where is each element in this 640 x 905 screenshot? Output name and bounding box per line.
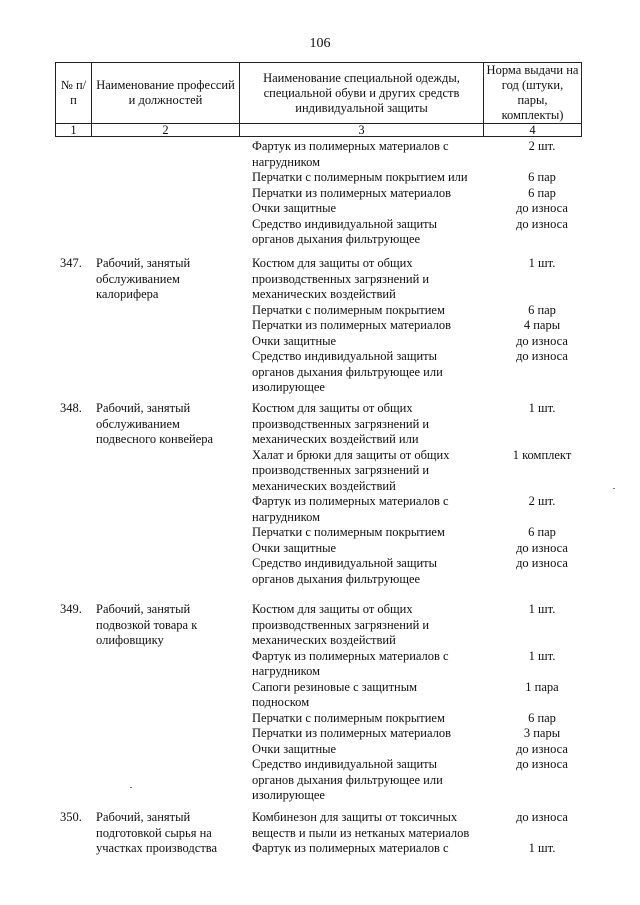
profession-line: Рабочий, занятый [96, 810, 191, 824]
norm-value: до износа [516, 349, 568, 363]
norm-value: 1 шт. [528, 401, 556, 415]
equipment-item-line: веществ и пыли из нетканых материалов [252, 825, 470, 840]
equipment-item-line: Средство индивидуальной защиты [252, 556, 438, 570]
equipment-item-line: Средство индивидуальной защиты [252, 757, 438, 771]
equipment-item-line: органов дыхания фильтрующее [252, 571, 421, 586]
equipment-item-line: Костюм для защиты от общих [252, 602, 413, 616]
header-col-equipment: Наименование специальной одежды, специальной обуви и других средств индивидуальной защиты [240, 63, 484, 124]
row-number: 347. [60, 256, 82, 270]
profession-line: обслуживанием [96, 416, 180, 431]
norm-value: до износа [516, 556, 568, 570]
table-header [55, 62, 582, 137]
equipment-item-line: Перчатки с полимерным покрытием или [252, 170, 468, 184]
header-num-4: 4 [484, 124, 582, 137]
page-number: 106 [309, 36, 331, 51]
profession-line: подвесного конвейера [96, 432, 214, 446]
equipment-item-line: механических воздействий [252, 287, 396, 301]
norm-value: 1 шт. [528, 256, 556, 270]
equipment-item-line: органов дыхания фильтрующее [252, 232, 421, 246]
equipment-item-line: Фартук из полимерных материалов с [252, 648, 449, 663]
equipment-item-line: Очки защитные [252, 741, 337, 756]
norm-value: до износа [516, 810, 568, 824]
scan-speck [613, 488, 615, 489]
norm-value: 4 пары [523, 318, 561, 332]
equipment-item-line: производственных загрязнений и [252, 617, 430, 632]
equipment-item-line: нагрудником [252, 664, 321, 678]
equipment-item-line: Очки защитные [252, 333, 337, 348]
norm-value: 6 пар [528, 302, 556, 317]
equipment-item-line: нагрудником [252, 154, 321, 169]
norm-value: 1 шт. [528, 602, 556, 616]
equipment-item-line: Фартук из полимерных материалов с [252, 494, 449, 508]
equipment-item-line: Средство индивидуальной защиты [252, 349, 438, 363]
norm-value: до износа [516, 201, 568, 215]
norm-value: до износа [516, 540, 568, 555]
header-col-number: № п/п [56, 63, 92, 124]
equipment-item-line: Очки защитные [252, 540, 337, 555]
norm-value: 1 пара [525, 679, 559, 694]
equipment-item-line: производственных загрязнений и [252, 416, 430, 431]
norm-value: 6 пар [528, 710, 556, 725]
header-num-3: 3 [240, 124, 484, 137]
equipment-item-line: Халат и брюки для защиты от общих [252, 447, 450, 462]
norm-value: 6 пар [528, 525, 556, 539]
equipment-item-line: изолирующее [252, 788, 325, 802]
equipment-item-line: Перчатки с полимерным покрытием [252, 302, 445, 317]
equipment-item-line: Комбинезон для защиты от токсичных [252, 810, 458, 824]
equipment-item-line: подноском [252, 695, 310, 709]
row-number: 349. [60, 602, 82, 616]
profession-line: калорифера [96, 287, 159, 301]
scan-speck [130, 787, 132, 788]
profession-line: олифовщику [96, 633, 164, 647]
equipment-item-line: механических воздействий [252, 633, 396, 647]
norm-value: до износа [516, 757, 568, 771]
row-number: 348. [60, 401, 82, 415]
header-num-2: 2 [92, 124, 240, 137]
norm-value: 3 пары [523, 726, 561, 740]
equipment-item-line: механических воздействий или [252, 432, 419, 446]
equipment-item-line: Средство индивидуальной защиты [252, 216, 438, 231]
norm-value: 1 шт. [528, 841, 556, 855]
equipment-item-line: Перчатки из полимерных материалов [252, 726, 452, 740]
norm-value: до износа [516, 216, 568, 231]
equipment-item-line: Костюм для защиты от общих [252, 256, 413, 270]
norm-value: до износа [516, 741, 568, 756]
profession-line: Рабочий, занятый [96, 401, 191, 415]
equipment-item-line: Костюм для защиты от общих [252, 401, 413, 415]
equipment-item-line: Фартук из полимерных материалов с [252, 139, 449, 153]
equipment-item-line: нагрудником [252, 509, 321, 524]
equipment-item-line: производственных загрязнений и [252, 463, 430, 477]
equipment-item-line: Фартук из полимерных материалов с [252, 841, 449, 855]
norm-value: 2 шт. [528, 494, 556, 508]
profession-line: Рабочий, занятый [96, 256, 191, 270]
equipment-item-line: изолирующее [252, 380, 325, 394]
profession-line: подвозкой товара к [96, 617, 198, 632]
profession-line: обслуживанием [96, 271, 180, 286]
header-col-profession: Наименование профессий и должностей [92, 63, 240, 124]
equipment-item-line: органов дыхания фильтрующее или [252, 772, 443, 787]
equipment-item-line: механических воздействий [252, 478, 396, 493]
equipment-item-line: Перчатки из полимерных материалов [252, 318, 452, 332]
equipment-item-line: Перчатки из полимерных материалов [252, 185, 452, 200]
equipment-item-line: органов дыхания фильтрующее или [252, 364, 443, 379]
norm-value: до износа [516, 333, 568, 348]
norm-value: 2 шт. [528, 139, 556, 153]
equipment-item-line: производственных загрязнений и [252, 271, 430, 286]
norm-value: 6 пар [528, 170, 556, 184]
profession-line: участках производства [96, 841, 218, 855]
norm-value: 1 шт. [528, 648, 556, 663]
profession-line: подготовкой сырья на [96, 825, 212, 840]
header-col-norm: Норма выдачи на год (штуки, пары, комплекты) [484, 63, 582, 124]
equipment-item-line: Перчатки с полимерным покрытием [252, 525, 445, 539]
equipment-item-line: Перчатки с полимерным покрытием [252, 710, 445, 725]
norm-value: 6 пар [528, 185, 556, 200]
header-num-1: 1 [56, 124, 92, 137]
row-number: 350. [60, 810, 82, 824]
norm-value: 1 комплект [512, 447, 572, 462]
profession-line: Рабочий, занятый [96, 602, 191, 616]
equipment-item-line: Очки защитные [252, 201, 337, 215]
equipment-item-line: Сапоги резиновые с защитным [252, 679, 418, 694]
